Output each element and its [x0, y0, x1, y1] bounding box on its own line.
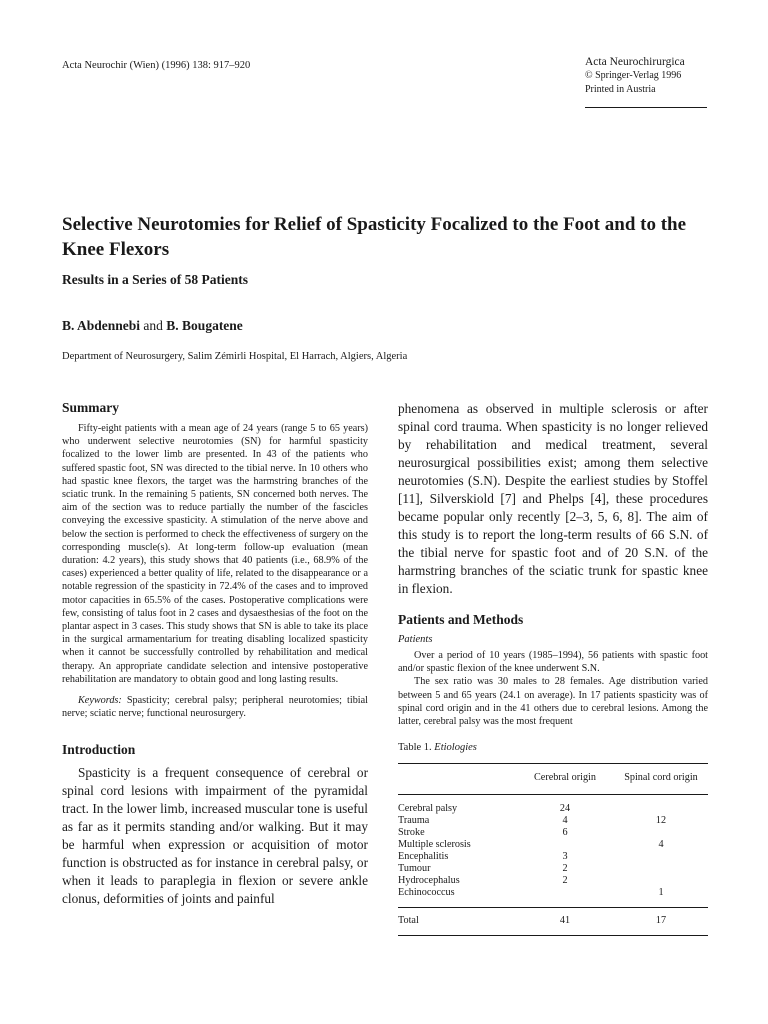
- introduction-text: Spasticity is a frequent consequence of cerebral or spinal cord lesions with impairment of the pyramidal tract. In the lower limb, increased muscular tone is useful as far as it permits standing and/or walking. But it may be harmful when expression or acquisition of motor function is obstructed as for instance in cerebral palsy, or when it leads to paraplegia in flexion or severe ankle clonus, deformities of joints and painful: [62, 765, 368, 907]
- introduction-continued: phenomena as observed in multiple sclerosis or after spinal cord trauma. When spasticity is no longer relieved by rehabilitation and medical treatment, several neurosurgical possibilities exist; among them selective neurotomies (S.N). Despite the earliest studies by Stoffel [11], Silverskiold [7] and Phelps [4], these procedures became popular only recently [2–3, 5, 6, 8]. The aim of this study is to report the long-term results of 66 S.N. of the tibial nerve for spastic foot and of 20 S.N. of the harmstring branches of the sciatic trunk for spastic knee in flexion.: [398, 401, 708, 596]
- table-row: [398, 839, 708, 851]
- methods-para-2: The sex ratio was 30 males to 28 females. Age distribution varied between 5 and 65 years (24.1 on average). In 17 patients spasticity was of spinal cord origin and in the 41 others due to cerebral lesions. Among the latter, cerebral palsy was the most frequent: [398, 676, 708, 728]
- table-row: [398, 875, 708, 887]
- table-row: [398, 863, 708, 875]
- table-cell-spinal: 4: [658, 839, 664, 851]
- table-row: [398, 887, 708, 908]
- journal-name: Acta Neurochirurgica: [585, 56, 685, 68]
- keywords-text: Spasticity; cerebral palsy; peripheral neurotomies; tibial nerve; sciatic nerve; functional neurosurgery.: [62, 695, 368, 720]
- table-cell-cerebral: 2: [562, 863, 568, 875]
- table-cell-label: Tumour: [398, 863, 431, 875]
- table-total-label: Total: [398, 915, 419, 927]
- keywords: [62, 694, 368, 720]
- table-header-spinal: Spinal cord origin: [624, 772, 698, 784]
- table-row: [398, 815, 708, 827]
- table-caption-title: Etiologies: [434, 742, 477, 754]
- journal-citation: Acta Neurochir (Wien) (1996) 138: 917–920: [62, 60, 251, 71]
- table-cell-label: Hydrocephalus: [398, 875, 460, 887]
- table-cell-label: Stroke: [398, 827, 425, 839]
- summary-text: Fifty-eight patients with a mean age of 24 years (range 5 to 65 years) who underwent selective neurotomies (SN) for harmful spasticity focalized to the lower limb are presented. In 43 of the patients who suffered spastic foot, SN was directed to the tibial nerve. In 10 others who had spastic knee flexors, the target was the harmstring branches of the sciatic trunk. In the remaining 5 patients, SN concerned both nerves. The aim of the section was to reduce partially the number of the fascicles conveying the excessive spasticity. A stimulation of the nerve above and below the section is performed to check the effectiveness of surgery on the corresponding muscle(s). At long-term follow-up evaluation (mean duration: 4.2 years), this study shows that 40 patients (i.e., 68.9% of the cases) experienced a better quality of life, related to the disappearance or a notable regression of the spasticity in 72.4% of the cases and to improved motor capacities in 65.5% of the cases. Postoperative complications were few, consisting of talus foot in 2 cases and dysaesthesias of the foot on the plantar aspect in 3 cases. This study shows that SN is able to take its place in the surgical armamentarium for treating disabling localized spasticity when it cannot be successfully controlled by rehabilitation and medical therapy. An appropriate candidate selection and intensive postoperative rehabilitation are mandatory to obtain good and long lasting results.: [62, 423, 368, 685]
- table-cell-spinal: 1: [658, 887, 664, 899]
- table-total-spinal: 17: [655, 915, 667, 927]
- article-title: Selective Neurotomies for Relief of Spasticity Focalized to the Foot and to the Knee Flexors: [62, 214, 687, 260]
- methods-heading: Patients and Methods: [398, 612, 524, 627]
- table-cell-cerebral: 4: [562, 815, 568, 827]
- table-total-cerebral: 41: [559, 915, 571, 927]
- keywords-label: Keywords:: [78, 695, 122, 707]
- table-cell-cerebral: [516, 887, 614, 908]
- table-cell-cerebral: 3: [562, 851, 568, 863]
- table-header-blank: [398, 764, 516, 795]
- table-cell-spinal: [614, 795, 708, 816]
- table-cell-label: Multiple sclerosis: [398, 839, 471, 851]
- table-cell-spinal: [614, 851, 708, 863]
- table-cell-cerebral: 2: [562, 875, 568, 887]
- author-2: B. Bougatene: [166, 318, 243, 333]
- author-conjunction: and: [140, 318, 167, 333]
- table-cell-label: Encephalitis: [398, 851, 449, 863]
- table-total-row: [398, 908, 708, 936]
- table-cell-spinal: [614, 875, 708, 887]
- header-rule: [585, 107, 707, 108]
- table-cell-cerebral: 6: [562, 827, 568, 839]
- author-1: B. Abdennebi: [62, 318, 141, 333]
- table-cell-spinal: [614, 827, 708, 839]
- right-column: [398, 400, 708, 936]
- introduction-heading: Introduction: [62, 742, 136, 758]
- article-subtitle: Results in a Series of 58 Patients: [62, 272, 248, 287]
- table-cell-label: Trauma: [398, 815, 430, 827]
- table-row: [398, 827, 708, 839]
- patients-subheading: Patients: [398, 634, 433, 645]
- left-column: [62, 400, 368, 908]
- affiliation: Department of Neurosurgery, Salim Zémirli Hospital, El Harrach, Algiers, Algeria: [62, 351, 408, 362]
- table-cell-cerebral: [516, 839, 614, 851]
- table-cell-spinal: [614, 863, 708, 875]
- table-caption-label: Table 1.: [398, 742, 435, 754]
- author-line: [62, 318, 243, 334]
- summary-heading: Summary: [62, 400, 119, 415]
- printed-line: Printed in Austria: [585, 84, 656, 95]
- journal-info: [585, 55, 707, 97]
- copyright-line: © Springer-Verlag 1996: [585, 70, 682, 81]
- table-cell-label: Cerebral palsy: [398, 803, 458, 815]
- table-header-cerebral: Cerebral origin: [534, 772, 596, 784]
- table-header-row: [398, 764, 708, 795]
- table-caption: [398, 742, 708, 753]
- etiologies-table: [398, 763, 708, 936]
- table-row: [398, 851, 708, 863]
- table-cell-cerebral: 24: [559, 803, 571, 815]
- table-cell-spinal: 12: [655, 815, 667, 827]
- methods-para-1: Over a period of 10 years (1985–1994), 56 patients with spastic foot and/or spastic flexion of the knee underwent S.N.: [398, 650, 708, 675]
- table-cell-label: Echinococcus: [398, 887, 455, 899]
- table-row: [398, 795, 708, 816]
